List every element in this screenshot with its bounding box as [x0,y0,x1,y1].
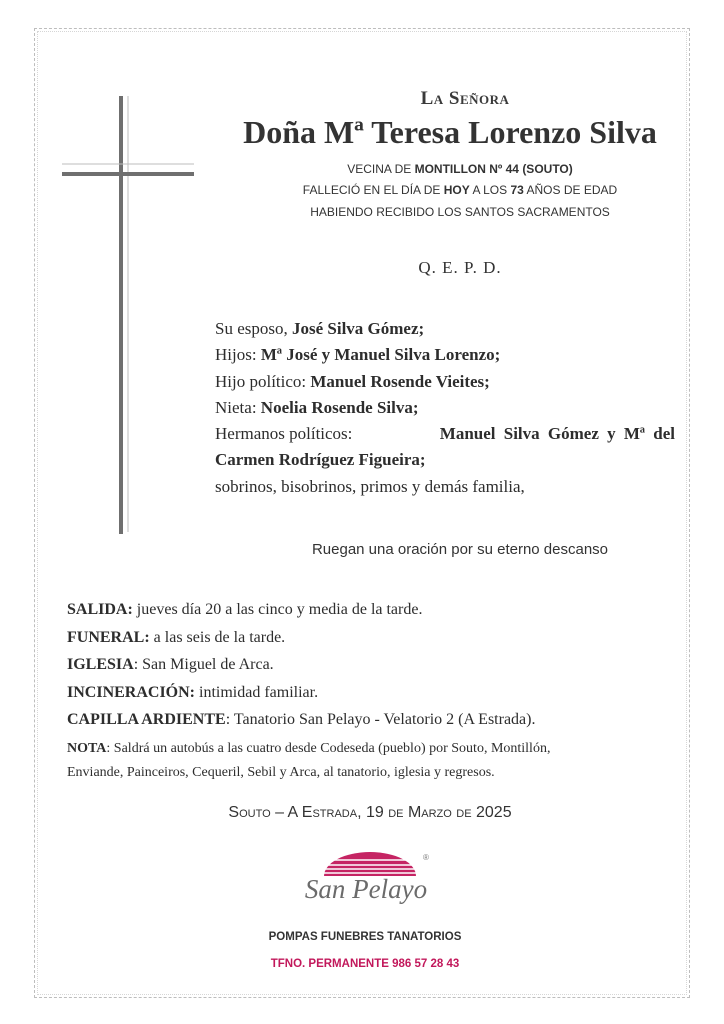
esposo-name: José Silva Gómez; [291,319,425,338]
capilla-text: : Tanatorio San Pelayo - Velatorio 2 (A Estrada). [225,711,536,728]
salida-line [67,596,687,624]
hijos-label: Hijos: [215,345,261,365]
nota-line-1 [67,737,687,761]
sacramentos-line: HABIENDO RECIBIDO LOS SANTOS SACRAMENTOS [310,205,610,219]
hermanos-name-2: Carmen Rodríguez Figueira; [215,450,426,470]
nieta-label: Nieta: [215,397,261,417]
fallecio-line [240,183,680,197]
nieta-name: Noelia Rosende Silva; [260,397,419,417]
family-list [215,316,675,500]
iglesia-text: : San Miguel de Arca. [133,656,274,673]
la-senora-heading: La Señora [420,88,510,109]
hermanos-line-2 [215,447,675,473]
capilla-line [67,706,687,734]
phone-line: TFNO. PERMANENTE 986 57 28 43 [270,958,460,970]
hermanos-label: Hermanos políticos: [215,424,353,444]
hermanos-name-1: Manuel Silva Gómez y Mª del [439,424,675,444]
fallecio-text-c: AÑOS DE EDAD [523,183,618,197]
iglesia-line [67,651,687,679]
incineracion-line [67,679,687,707]
incineracion-label: INCINERACIÓN: [67,683,196,701]
company-line: POMPAS FUNEBRES TANATORIOS [268,931,462,943]
vecina-place: MONTILLON Nº 44 (SOUTO) [414,162,573,176]
deceased-name: Doña Mª Teresa Lorenzo Silva [243,114,657,150]
cross-icon [60,92,200,542]
salida-label: SALIDA: [67,601,133,618]
qepd: Q. E. P. D. [418,258,502,277]
vecina-prefix: VECINA DE [347,162,415,176]
esposo-line [215,316,675,342]
funeral-line [67,624,687,652]
hijo-politico-name: Manuel Rosende Vieites; [310,371,490,391]
san-pelayo-logo [296,848,436,920]
registered-mark: ® [423,853,429,862]
nieta-line [215,395,675,421]
vecina-line [240,162,680,176]
fallecio-text-b: A LOS [469,183,511,197]
details-block [67,596,687,734]
place-date: Souto – A Estrada, 19 de Marzo de 2025 [228,804,512,821]
funeral-text: a las seis de la tarde. [149,628,286,646]
resto-familia-line: sobrinos, bisobrinos, primos y demás familia, [215,476,525,496]
incineracion-text: intimidad familiar. [195,683,319,701]
salida-text: jueves día 20 a las cinco y media de la tarde. [132,601,423,618]
fallecio-hoy: HOY [443,183,470,197]
nota-text-1: : Saldrá un autobús a las cuatro desde Codeseda (pueblo) por Souto, Montillón, [106,741,551,756]
capilla-label: CAPILLA ARDIENTE [67,711,226,728]
hijos-line [215,342,675,368]
nota-block [67,737,687,785]
logo-text: San Pelayo [304,874,428,904]
esposo-label: Su esposo, [215,319,292,338]
iglesia-label: IGLESIA [67,656,134,673]
funeral-label: FUNERAL: [67,628,150,646]
hijo-politico-line [215,369,675,395]
ruegan-line: Ruegan una oración por su eterno descanso [311,541,609,558]
nota-line-2: Enviande, Painceiros, Cequeril, Sebil y Arca, al tanatorio, iglesia y regresos. [67,765,495,780]
hijos-name: Mª José y Manuel Silva Lorenzo; [260,345,501,365]
fallecio-age: 73 [510,183,524,197]
nota-label: NOTA [67,741,107,756]
hermanos-line [215,421,675,447]
fallecio-text-a: FALLECIÓ EN EL DÍA DE [302,183,444,197]
hijo-politico-label: Hijo político: [215,371,311,391]
